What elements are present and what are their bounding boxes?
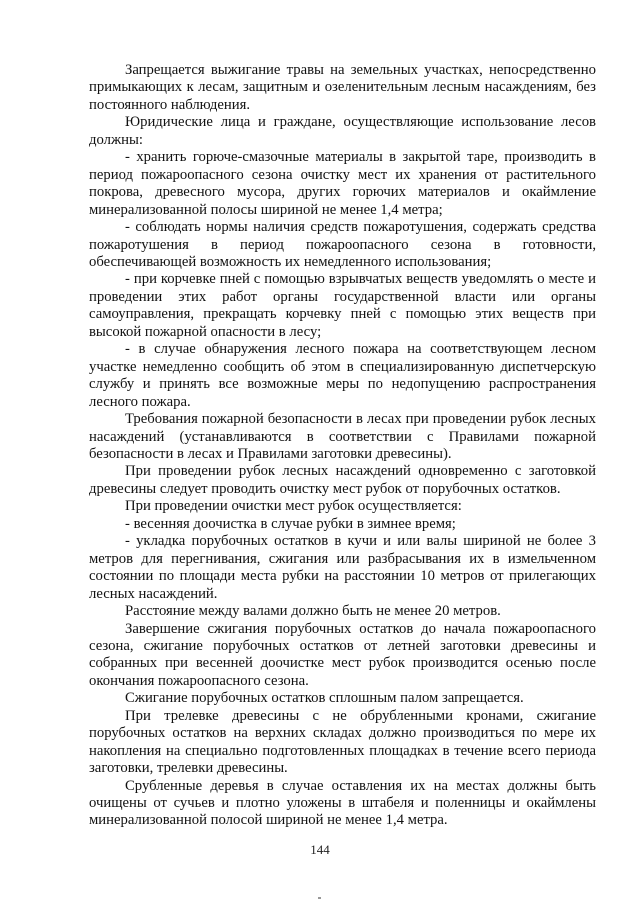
- paragraph-skidding-with-crowns: При трелевке древесины с не обрубленными кронами, сжигание порубочных остатков на верхних складах должно производиться по мере их накопления на специально подготовленных площадках в течение всего периода заготовки, трелевки древесины.: [89, 707, 596, 777]
- paragraph-fire-reporting: - в случае обнаружения лесного пожара на соответствующем лесном участке немедленно сообщить об этом в специализированную диспетчерскую службу и принять все возможные меры по недопущению распространения лесного пожара.: [89, 341, 596, 410]
- paragraph-residue-piling: - укладка порубочных остатков в кучи и или валы шириной не более 3 метров для перегнивания, сжигания или разбрасывания их в измельченном состоянии по площади места рубки на расстоянии 10 метров от прилегающих лесных насаждений.: [89, 533, 596, 602]
- paragraph-firefighting-equipment: - соблюдать нормы наличия средств пожаротушения, содержать средства пожаротушения в период пожароопасного сезона в готовности, обеспечивающей возможность их немедленного использования;: [89, 219, 596, 270]
- paragraph-cleaning-felling-sites: При проведении рубок лесных насаждений одновременно с заготовкой древесины следует проводить очистку мест рубок от порубочных остатков.: [89, 463, 596, 497]
- scan-speck: [318, 897, 321, 899]
- paragraph-felling-requirements: Требования пожарной безопасности в лесах при проведении рубок лесных насаждений (устанавливаются в соответствии с Правилами пожарной безопасности в лесах и Правилами заготовки древесины).: [89, 411, 596, 462]
- paragraph-windrow-distance: Расстояние между валами должно быть не менее 20 метров.: [125, 603, 501, 620]
- paragraph-grass-burning-ban: Запрещается выжигание травы на земельных участках, непосредственно примыкающих к лесам, защитным и озеленительным лесным насаждениям, без постоянного наблюдения.: [89, 62, 596, 113]
- paragraph-spring-cleaning: - весенняя доочистка в случае рубки в зимнее время;: [125, 515, 456, 532]
- paragraph-stump-blasting: - при корчевке пней с помощью взрывчатых веществ уведомлять о месте и проведении этих работ органы государственной власти или органы самоуправления, прекращать корчевку пней с помощью этих веществ при высокой пожарной опасности в лесу;: [89, 271, 596, 340]
- page-body: [89, 62, 596, 830]
- paragraph-residue-burning-season: Завершение сжигания порубочных остатков до начала пожароопасного сезона, сжигание порубочных остатков от летней заготовки древесины и собранных при весенней доочистке мест рубок производится осенью после окончания пожароопасного сезона.: [89, 620, 596, 689]
- paragraph-felled-trees: Срубленные деревья в случае оставления их на местах должны быть очищены от сучьев и плотно уложены в штабеля и поленницы и окаймлены минерализованной полосой шириной не менее 1,4 метра.: [89, 777, 596, 829]
- paragraph-fuel-storage: - хранить горюче-смазочные материалы в закрытой таре, производить в период пожароопасного сезона очистку мест их хранения от растительного покрова, древесного мусора, других горючих материалов и окаймление минерализованной полосы шириной не менее 1,4 метра;: [89, 149, 596, 218]
- paragraph-cleaning-procedure: При проведении очистки мест рубок осуществляется:: [125, 498, 462, 515]
- page-number: 144: [310, 842, 330, 857]
- paragraph-broadcast-burning-ban: Сжигание порубочных остатков сплошным палом запрещается.: [125, 690, 524, 707]
- paragraph-forest-users-obligations: Юридические лица и граждане, осуществляющие использование лесов должны:: [89, 114, 596, 148]
